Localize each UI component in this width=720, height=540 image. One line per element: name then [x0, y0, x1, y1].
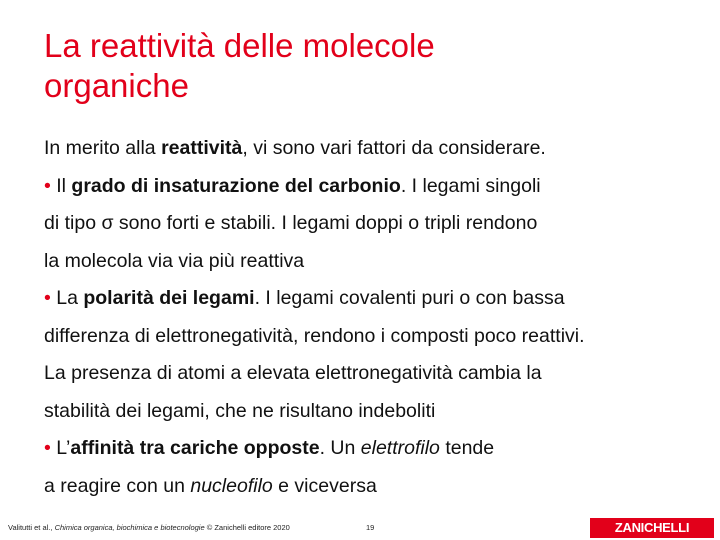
bullet-3-text-end: tende: [439, 437, 495, 459]
bullet-2-line-1: [44, 280, 714, 318]
bullet-2-text: La: [50, 287, 84, 309]
slide-title: [44, 26, 684, 106]
bullet-1-line-3: la molecola via via più reattiva: [44, 249, 305, 272]
bullet-3-line-1: [44, 430, 714, 468]
bullet-2-line-4: stabilità dei legami, che ne risultano indeboliti: [44, 399, 436, 422]
intro-text-end: , vi sono vari fattori da considerare.: [242, 137, 546, 159]
bullet-1-line-2: di tipo σ sono forti e stabili. I legami doppi o tripli rendono: [44, 212, 538, 234]
bullet-2-line-2: differenza di elettronegatività, rendono i composti poco reattivi.: [44, 324, 585, 347]
bullet-3-bold-term: affinità tra cariche opposte: [70, 437, 320, 459]
bullet-2-text-end: . I legami covalenti puri o con bassa: [254, 287, 565, 309]
bullet-1-text-end: . I legami singoli: [400, 174, 541, 197]
page-number: 19: [366, 523, 375, 532]
footer-credit: [8, 523, 290, 532]
credit-authors: Valitutti et al.,: [8, 523, 55, 532]
bullet-3-line-2: [44, 468, 714, 506]
bullet-3-line-2-text: a reagire con un: [44, 474, 191, 497]
bullet-2-line-3: La presenza di atomi a elevata elettronegatività cambia la: [44, 362, 542, 384]
bullet-2-bold-term: polarità dei legami: [83, 287, 255, 309]
bullet-1-line-1: [44, 168, 714, 206]
slide-body: [44, 130, 714, 505]
bullet-icon: •: [44, 287, 51, 309]
intro-line: [44, 130, 714, 168]
title-line-2: organiche: [44, 67, 189, 104]
bullet-3-line-2-italic-term: nucleofilo: [190, 474, 273, 497]
bullet-1-text: Il: [50, 174, 72, 197]
bullet-3-line-2-text-end: e viceversa: [272, 474, 377, 497]
bullet-icon: •: [44, 174, 51, 197]
credit-publisher: © Zanichelli editore 2020: [204, 523, 290, 532]
credit-book-title: Chimica organica, biochimica e biotecnologie: [54, 523, 205, 532]
bullet-3-italic-term: elettrofilo: [360, 437, 440, 459]
intro-text: In merito alla: [44, 137, 162, 159]
slide-footer: [0, 518, 720, 540]
title-line-1: La reattività delle molecole: [44, 27, 435, 64]
bullet-3-text-mid: . Un: [319, 437, 361, 459]
bullet-3-text: L’: [50, 437, 71, 459]
bullet-icon: •: [44, 437, 51, 459]
zanichelli-logo: ZANICHELLI: [590, 518, 714, 538]
bullet-1-bold-term: grado di insaturazione del carbonio: [71, 174, 401, 197]
intro-bold-term: reattività: [161, 137, 243, 159]
